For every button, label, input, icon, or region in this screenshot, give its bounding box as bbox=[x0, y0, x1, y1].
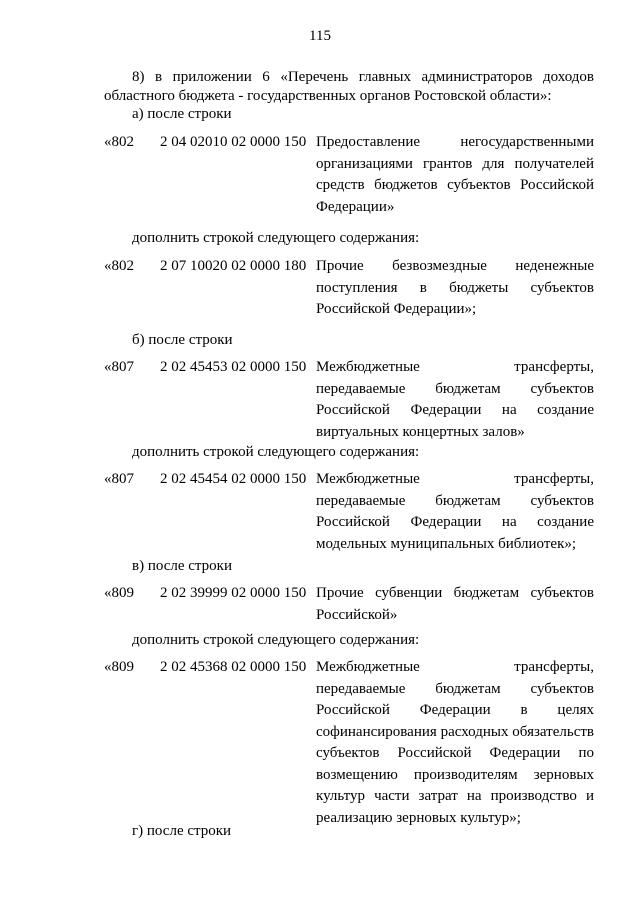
row-revenue-code: 2 02 45454 02 0000 150 bbox=[160, 471, 307, 487]
row-admin-code: «802 bbox=[104, 258, 134, 274]
label-g-after-row: г) после строки bbox=[132, 823, 232, 839]
row-admin-code: «807 bbox=[104, 359, 134, 375]
row-revenue-code: 2 07 10020 02 0000 180 bbox=[160, 258, 307, 274]
label-v-after-row: в) после строки bbox=[132, 558, 232, 574]
page-number: 115 bbox=[309, 28, 331, 44]
row-revenue-code: 2 02 45368 02 0000 150 bbox=[160, 659, 307, 675]
label-add-row: дополнить строкой следующего содержания: bbox=[132, 444, 420, 460]
label-add-row: дополнить строкой следующего содержания: bbox=[132, 230, 420, 246]
intro-paragraph: 8) в приложении 6 «Перечень главных администраторов доходов областного бюджета - государственных органов Ростовской области»: bbox=[104, 69, 594, 104]
row-admin-code: «809 bbox=[104, 585, 134, 601]
row-revenue-code: 2 02 39999 02 0000 150 bbox=[160, 585, 307, 601]
row-description: Межбюджетные трансферты, передаваемые бюджетам субъектов Российской Федерации в целях софинансирования расходных обязательств субъектов Российской Федерации по возмещению производителям зерновых культур части затрат на производство и реализацию зерновых культур»; bbox=[316, 659, 594, 826]
row-description: Прочие безвозмездные неденежные поступления в бюджеты субъектов Российской Федерации»; bbox=[316, 258, 594, 317]
row-description: Межбюджетные трансферты, передаваемые бюджетам субъектов Российской Федерации на создание модельных муниципальных библиотек»; bbox=[316, 471, 594, 552]
row-revenue-code: 2 02 45453 02 0000 150 bbox=[160, 359, 307, 375]
row-description: Межбюджетные трансферты, передаваемые бюджетам субъектов Российской Федерации на создание виртуальных концертных залов» bbox=[316, 359, 594, 440]
row-admin-code: «809 bbox=[104, 659, 134, 675]
row-description: Прочие субвенции бюджетам субъектов Российской» bbox=[316, 585, 594, 623]
row-revenue-code: 2 04 02010 02 0000 150 bbox=[160, 134, 307, 150]
row-description: Предоставление негосударственными организациями грантов для получателей средств бюджетов субъектов Российской Федерации» bbox=[316, 134, 594, 215]
label-b-after-row: б) после строки bbox=[132, 332, 233, 348]
row-admin-code: «807 bbox=[104, 471, 134, 487]
label-a-after-row: а) после строки bbox=[132, 106, 232, 122]
row-admin-code: «802 bbox=[104, 134, 134, 150]
label-add-row: дополнить строкой следующего содержания: bbox=[132, 632, 420, 648]
